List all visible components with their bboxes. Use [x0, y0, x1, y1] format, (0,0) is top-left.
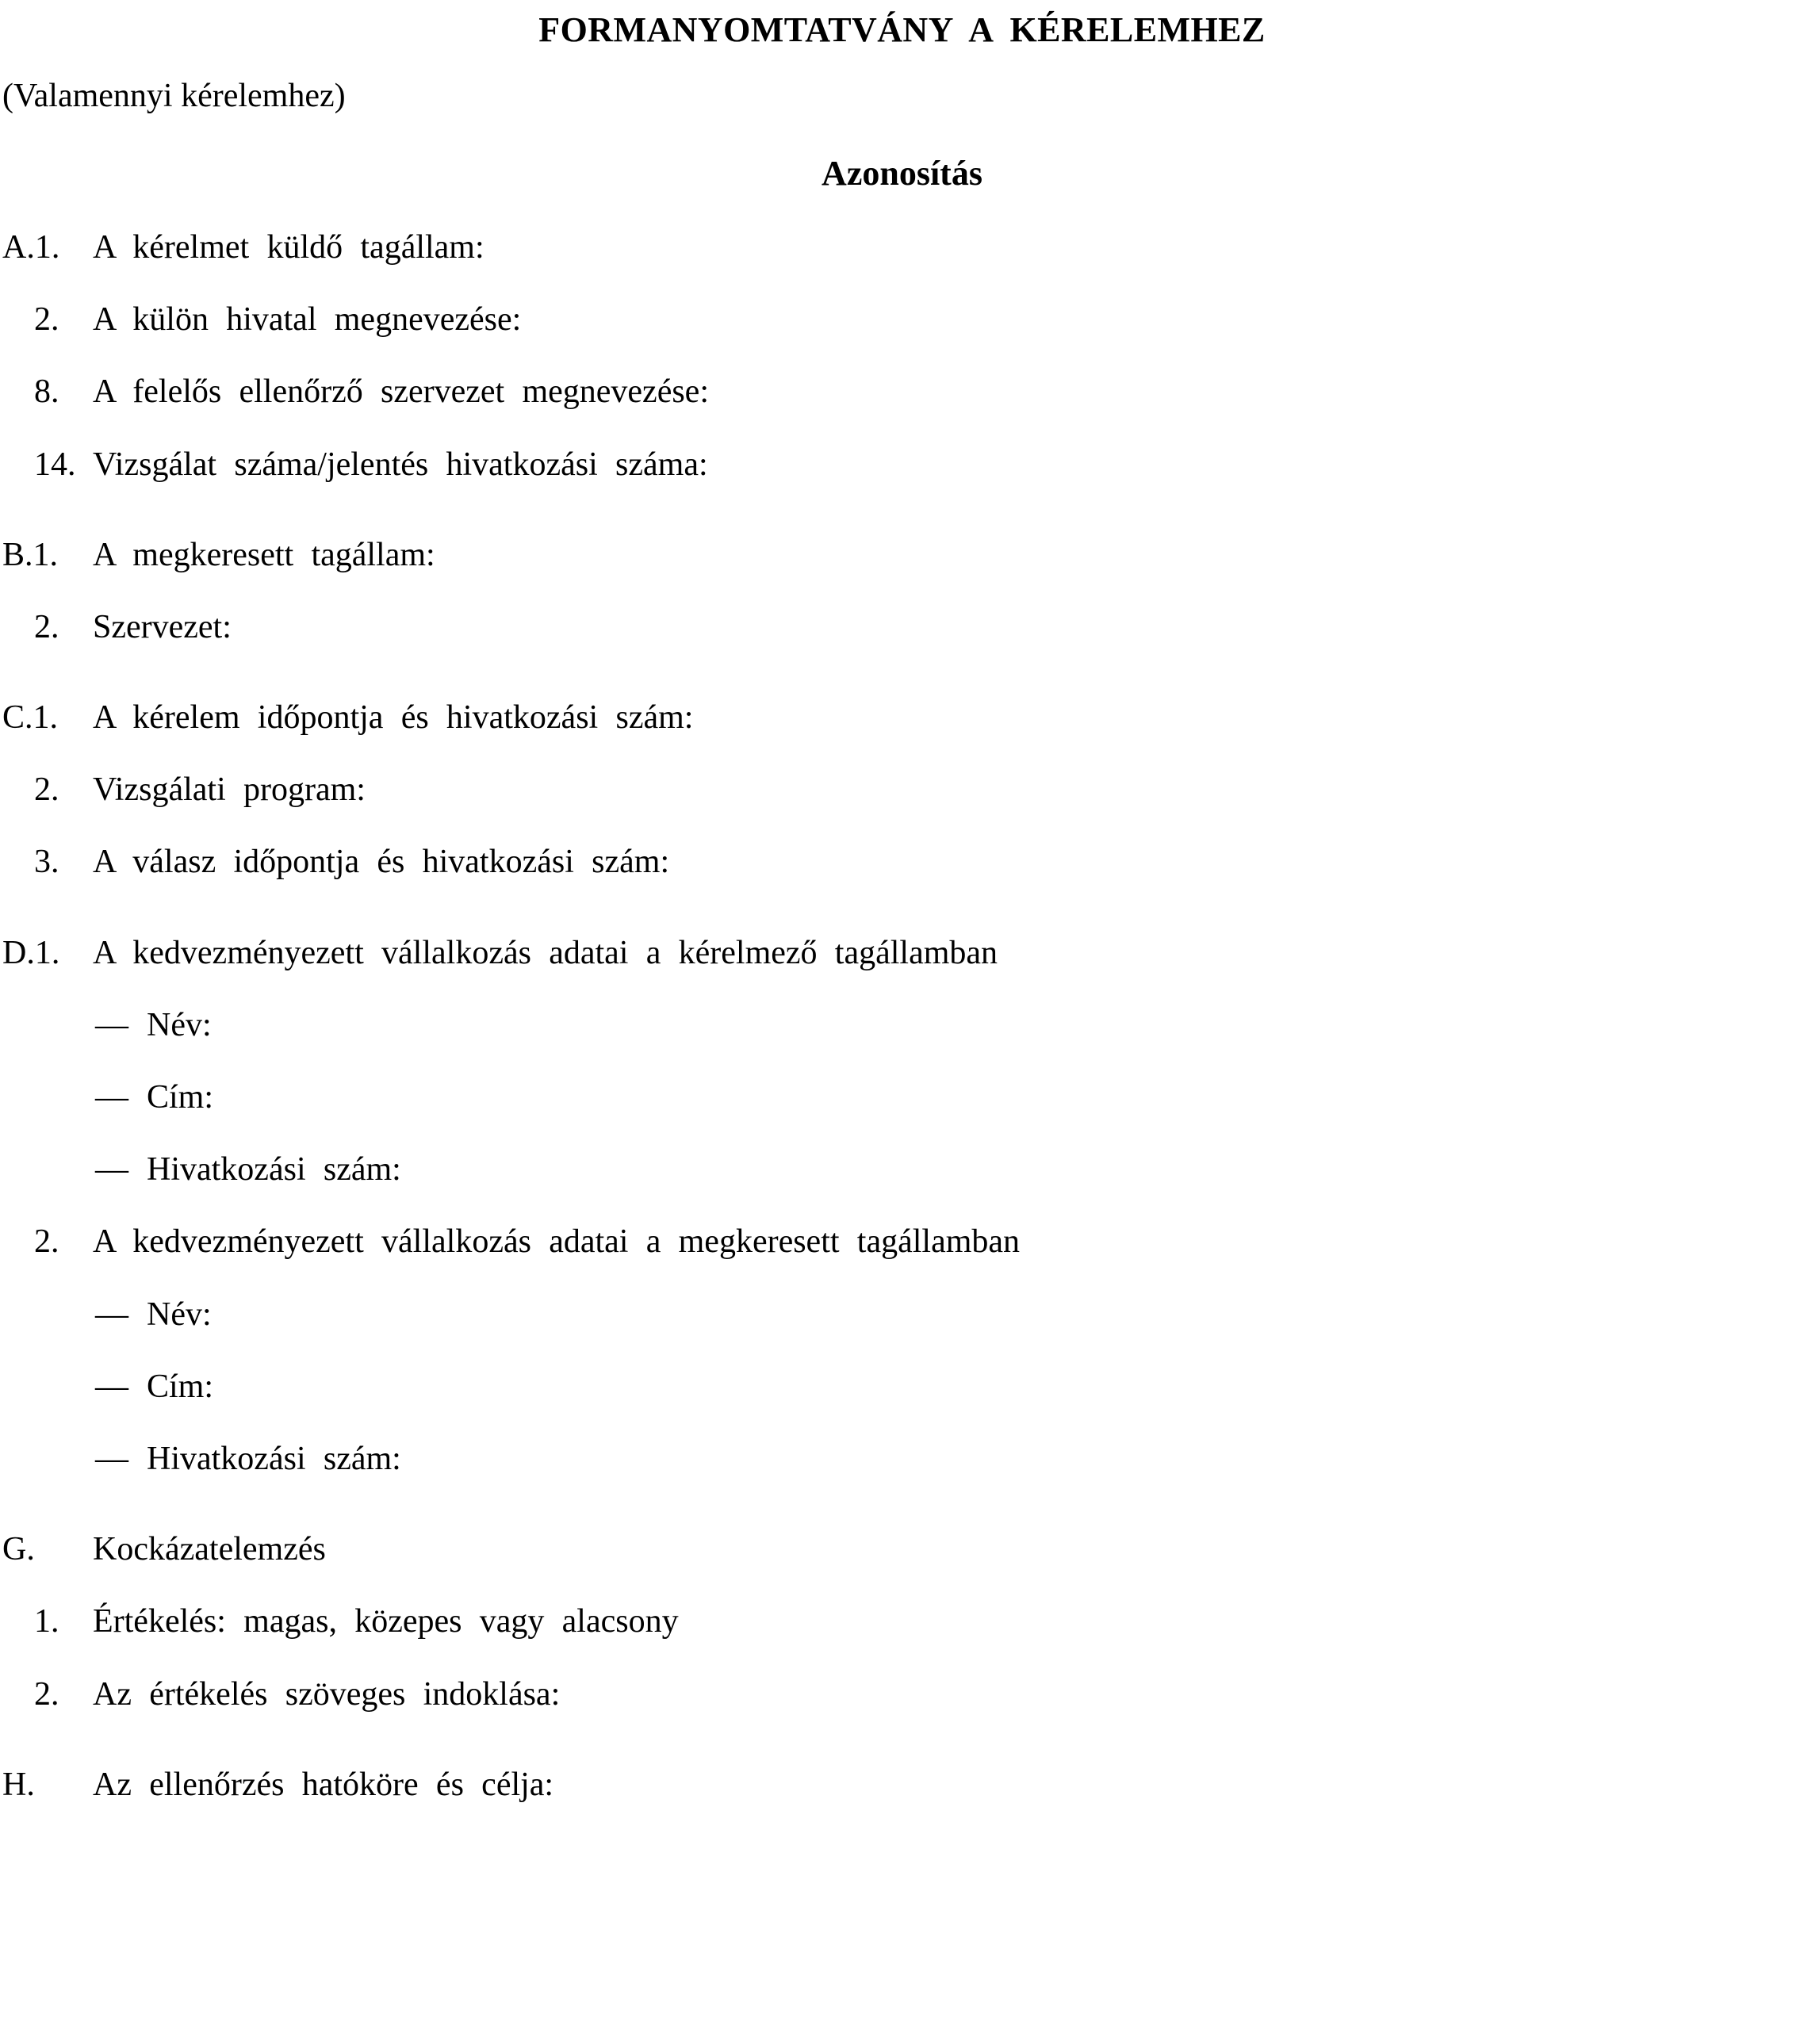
- section-c: [0, 699, 1804, 881]
- item-text: Vizsgálat száma/jelentés hivatkozási száma:: [93, 446, 708, 483]
- item-label: 8.: [34, 373, 59, 411]
- form-item: [0, 1531, 1804, 1567]
- item-label: 2.: [34, 1675, 59, 1713]
- item-text: Kockázatelemzés: [93, 1531, 326, 1568]
- item-text: A válasz időpontja és hivatkozási szám:: [93, 844, 670, 881]
- item-label: 2.: [34, 771, 59, 809]
- item-text: A kérelem időpontja és hivatkozási szám:: [93, 699, 694, 737]
- form-item: [0, 1223, 1804, 1260]
- form-subitem: [0, 1079, 1804, 1116]
- item-label: 14.: [34, 446, 76, 483]
- form-subitem: [0, 1007, 1804, 1043]
- item-label: 2.: [34, 608, 59, 645]
- form-item: [0, 229, 1804, 266]
- form-item: [0, 537, 1804, 573]
- item-label: 2.: [34, 1223, 59, 1261]
- item-text: Az értékelés szöveges indoklása:: [93, 1675, 561, 1713]
- dash-icon: —: [95, 1368, 128, 1405]
- subitem-text: Név:: [147, 1006, 212, 1043]
- item-label: 1.: [34, 1603, 59, 1640]
- item-label: A.1.: [2, 228, 60, 266]
- dash-icon: —: [95, 1006, 128, 1043]
- item-label: C.1.: [2, 699, 59, 737]
- subitem-text: Hivatkozási szám:: [147, 1151, 401, 1189]
- subitem-text: Név:: [147, 1296, 212, 1333]
- dash-icon: —: [95, 1079, 128, 1116]
- page-title: FORMANYOMTATVÁNY A KÉRELEMHEZ: [538, 10, 1266, 49]
- item-label: D.1.: [2, 934, 60, 971]
- section-d: [0, 935, 1804, 1478]
- item-text: A kedvezményezett vállalkozás adatai a megkeresett tagállamban: [93, 1223, 1021, 1261]
- form-item: [0, 699, 1804, 736]
- page-subtitle: (Valamennyi kérelemhez): [2, 78, 346, 115]
- item-label: 3.: [34, 844, 59, 881]
- item-text: A kérelmet küldő tagállam:: [93, 228, 485, 266]
- form-item: [0, 1676, 1804, 1713]
- subitem-text: Cím:: [147, 1079, 214, 1116]
- item-text: A megkeresett tagállam:: [93, 536, 435, 573]
- form-subitem: [0, 1368, 1804, 1405]
- item-text: Az ellenőrzés hatóköre és célja:: [93, 1766, 554, 1803]
- form-item: [0, 1603, 1804, 1640]
- section-g: [0, 1531, 1804, 1713]
- item-label: H.: [2, 1766, 35, 1803]
- subitem-text: Hivatkozási szám:: [147, 1440, 401, 1477]
- dash-icon: —: [95, 1151, 128, 1189]
- section-heading: Azonosítás: [822, 153, 982, 193]
- form-item: [0, 771, 1804, 808]
- form-item: [0, 301, 1804, 338]
- item-text: A kedvezményezett vállalkozás adatai a kérelmező tagállamban: [93, 934, 998, 971]
- dash-icon: —: [95, 1296, 128, 1333]
- form-item: [0, 373, 1804, 410]
- form-item: [0, 935, 1804, 971]
- form-subitem: [0, 1441, 1804, 1477]
- item-text: A külön hivatal megnevezése:: [93, 301, 522, 339]
- item-label: G.: [2, 1531, 35, 1568]
- section-a: [0, 229, 1804, 483]
- form-item: [0, 1766, 1804, 1803]
- form-item: [0, 446, 1804, 483]
- form-subitem: [0, 1151, 1804, 1188]
- form-item: [0, 844, 1804, 880]
- item-label: 2.: [34, 301, 59, 339]
- subitem-text: Cím:: [147, 1368, 214, 1405]
- dash-icon: —: [95, 1440, 128, 1477]
- item-text: Vizsgálati program:: [93, 771, 366, 809]
- item-text: Szervezet:: [93, 608, 232, 645]
- section-h: [0, 1766, 1804, 1803]
- item-label: B.1.: [2, 536, 59, 573]
- item-text: Értékelés: magas, közepes vagy alacsony: [93, 1603, 679, 1640]
- item-text: A felelős ellenőrző szervezet megnevezése:: [93, 373, 709, 411]
- form-subitem: [0, 1296, 1804, 1333]
- section-b: [0, 537, 1804, 645]
- form-item: [0, 609, 1804, 645]
